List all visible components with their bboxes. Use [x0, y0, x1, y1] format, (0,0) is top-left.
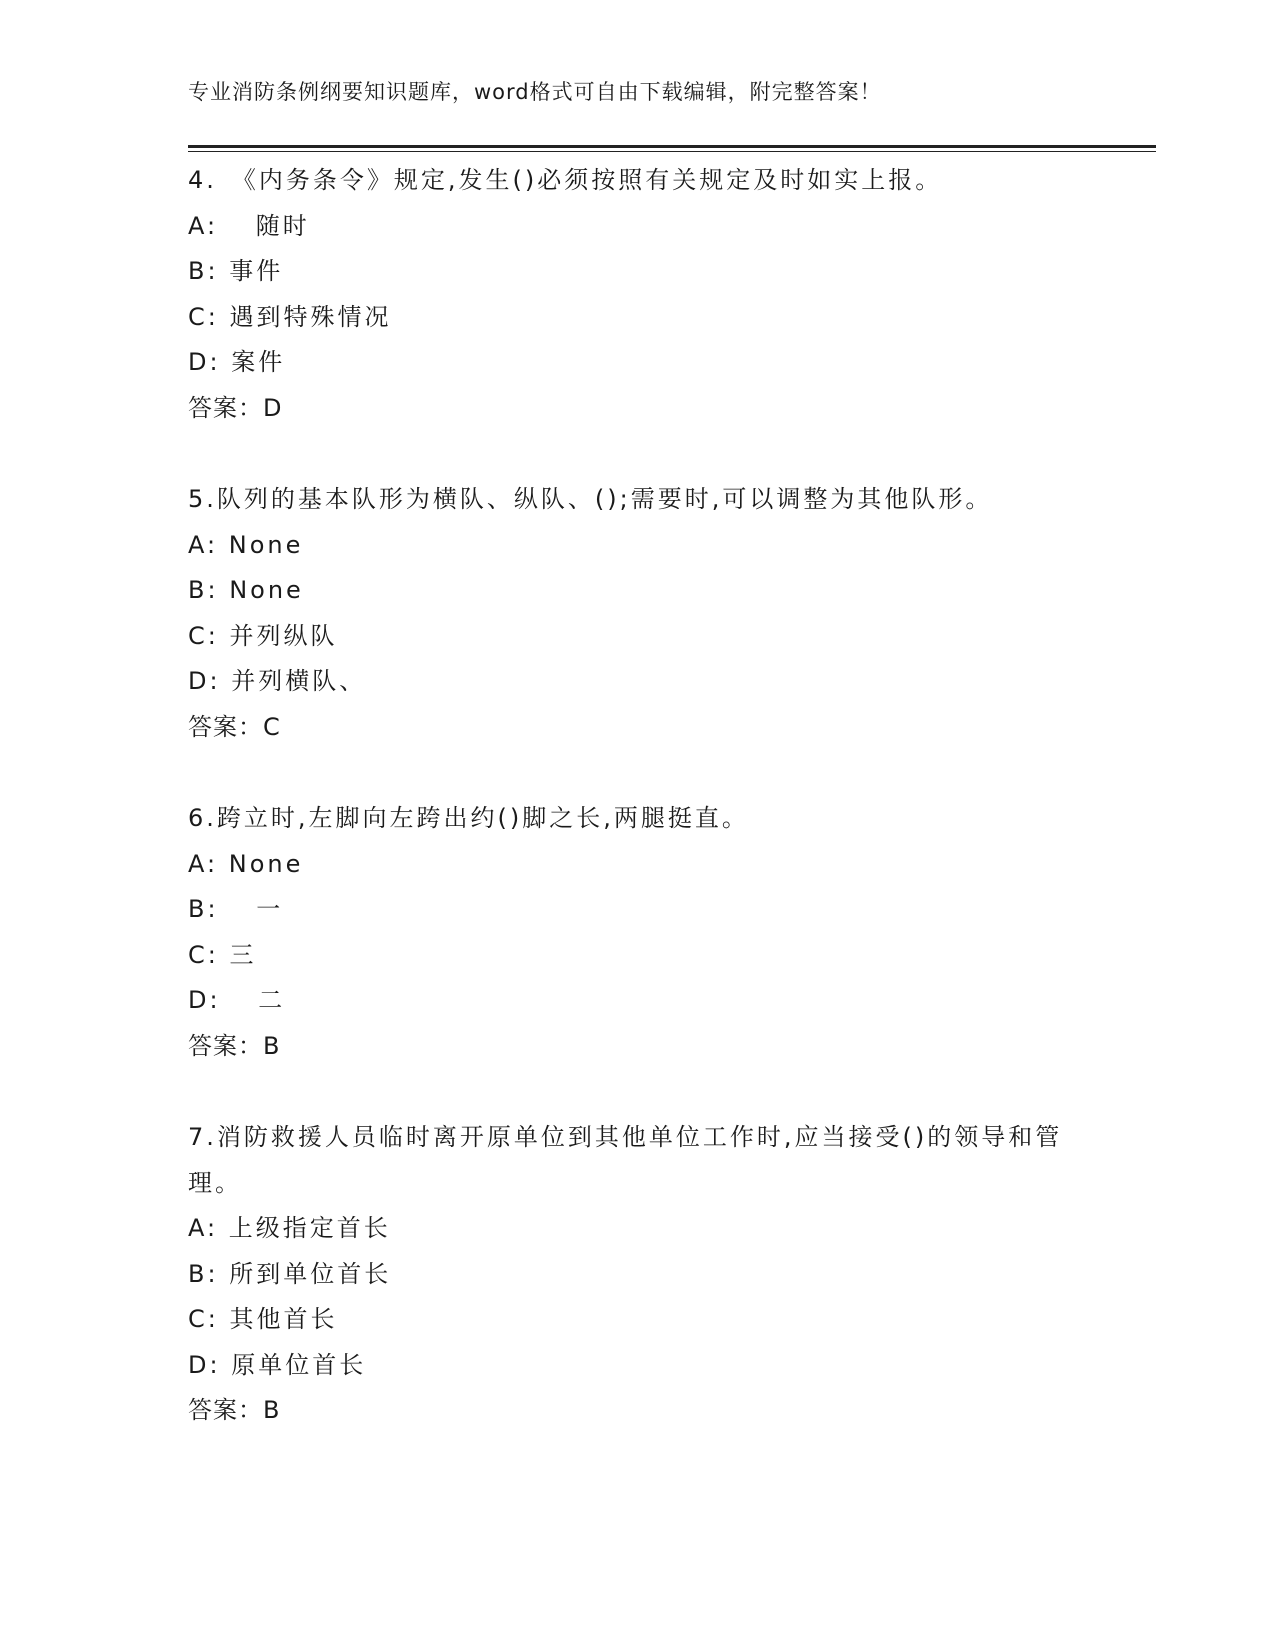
answer-line	[188, 705, 1088, 751]
option-label: A:	[188, 211, 219, 240]
option-text: 随时	[228, 211, 310, 240]
option-text: None	[228, 530, 304, 559]
question-stem: 5.队列的基本队形为横队、纵队、();需要时,可以调整为其他队形。	[188, 485, 993, 513]
option-text: 并列横队、	[231, 667, 367, 695]
option-text: 事件	[229, 257, 284, 285]
option-label: C:	[188, 1305, 219, 1333]
answer-value: C	[263, 712, 281, 741]
option-b	[188, 1252, 1088, 1298]
option-text: 一	[229, 895, 284, 923]
page-header-text: 专业消防条例纲要知识题库，word格式可自由下载编辑，附完整答案！	[188, 80, 882, 104]
question-stem: 6.跨立时,左脚向左跨出约()脚之长,两腿挺直。	[188, 804, 749, 832]
answer-value: B	[263, 1396, 281, 1424]
option-a	[188, 842, 1088, 888]
option-text: 并列纵队	[229, 621, 338, 650]
option-d	[188, 340, 1088, 386]
option-label: B:	[188, 1259, 219, 1288]
option-text: 所到单位首长	[229, 1259, 392, 1288]
option-b	[188, 249, 1088, 295]
option-text: 三	[229, 940, 257, 969]
option-text: 二	[231, 986, 286, 1014]
option-label: B:	[188, 576, 219, 604]
option-c	[188, 614, 1088, 660]
header-rule-thick	[188, 145, 1156, 148]
option-text: 其他首长	[229, 1305, 338, 1333]
question-6	[188, 796, 1088, 1069]
option-d	[188, 659, 1088, 705]
option-c	[188, 1297, 1088, 1343]
answer-label: 答案：	[188, 393, 263, 422]
option-label: D:	[188, 1350, 221, 1379]
question-gap	[188, 1069, 1088, 1115]
option-text: None	[228, 849, 304, 878]
option-label: D:	[188, 348, 221, 376]
option-label: A:	[188, 1214, 219, 1242]
option-a	[188, 523, 1088, 569]
option-c	[188, 295, 1088, 341]
answer-value: D	[263, 393, 283, 422]
option-label: C:	[188, 940, 219, 969]
option-a	[188, 204, 1088, 250]
question-stem: 4. 《内务条令》规定,发生()必须按照有关规定及时如实上报。	[188, 166, 943, 194]
option-d	[188, 1343, 1088, 1389]
option-label: C:	[188, 302, 219, 331]
question-gap	[188, 750, 1088, 796]
option-a	[188, 1206, 1088, 1252]
answer-label: 答案：	[188, 1396, 263, 1424]
answer-label: 答案：	[188, 1031, 263, 1060]
option-label: A:	[188, 530, 219, 559]
option-label: B:	[188, 895, 219, 923]
question-5	[188, 477, 1088, 750]
answer-line	[188, 1388, 1088, 1434]
answer-line	[188, 386, 1088, 432]
answer-value: B	[263, 1031, 281, 1060]
option-b	[188, 568, 1088, 614]
question-7	[188, 1115, 1088, 1434]
option-d	[188, 978, 1088, 1024]
option-text: 遇到特殊情况	[229, 302, 392, 331]
option-label: D:	[188, 667, 221, 695]
option-text: 案件	[231, 348, 286, 376]
question-gap	[188, 431, 1088, 477]
header-rule-thin	[188, 151, 1156, 152]
option-c	[188, 933, 1088, 979]
option-label: C:	[188, 621, 219, 650]
option-text: 原单位首长	[231, 1350, 367, 1379]
option-label: A:	[188, 849, 219, 878]
question-list	[188, 158, 1088, 1434]
option-label: D:	[188, 986, 221, 1014]
option-b	[188, 887, 1088, 933]
option-text: 上级指定首长	[228, 1214, 391, 1242]
option-label: B:	[188, 257, 219, 285]
answer-line	[188, 1024, 1088, 1070]
question-4	[188, 158, 1088, 431]
question-stem: 7.消防救援人员临时离开原单位到其他单位工作时,应当接受()的领导和管理。	[188, 1123, 1063, 1197]
option-text: None	[229, 576, 304, 604]
answer-label: 答案：	[188, 712, 263, 741]
